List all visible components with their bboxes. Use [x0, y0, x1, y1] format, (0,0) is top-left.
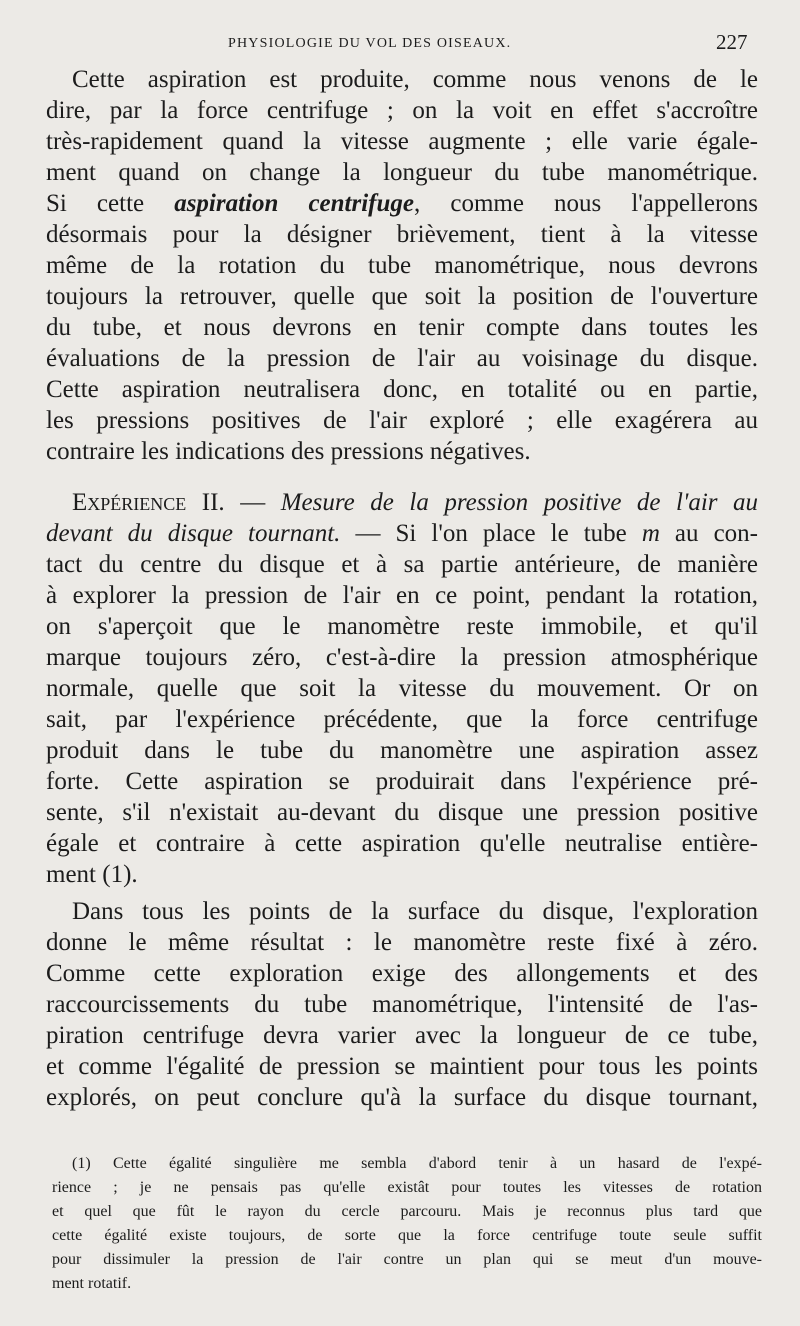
text-line: Cette aspiration est produite, comme nous venons de le — [72, 66, 758, 93]
text-line: Comme cette exploration exige des allongements et des — [46, 960, 758, 987]
text-line: produit dans le tube du manomètre une aspiration assez — [46, 737, 758, 764]
footnote-line: ment rotatif. — [52, 1275, 132, 1292]
footnote-line: (1) Cette égalité singulière me sembla d'abord tenir à un hasard de l'expé- — [72, 1155, 762, 1172]
text-run: , comme nous l'appellerons — [414, 190, 758, 217]
text-line: tact du centre du disque et à sa partie antérieure, de manière — [46, 551, 758, 578]
footnote-line: rience ; je ne pensais pas qu'elle existât pour toutes les vitesses de rotation — [52, 1179, 762, 1196]
text-line: égale et contraire à cette aspiration qu'elle neutralise entière- — [46, 830, 758, 857]
text-line: à explorer la pression de l'air en ce point, pendant la rotation, — [46, 582, 758, 609]
text-line: forte. Cette aspiration se produirait dans l'expérience pré- — [46, 768, 758, 795]
text-run: au con- — [659, 520, 758, 547]
text-run: — Si l'on place le tube — [340, 520, 642, 547]
experience-label: Expérience II. — [72, 489, 225, 516]
text-run: — — [224, 489, 281, 516]
page-number: 227 — [716, 30, 748, 54]
text-run: Si cette — [46, 190, 145, 217]
footnote — [52, 1152, 762, 1296]
text-line: dire, par la force centrifuge ; on la voit en effet s'accroître — [46, 97, 758, 124]
text-line: piration centrifuge devra varier avec la longueur de ce tube, — [46, 1022, 758, 1049]
paragraph-surface — [46, 896, 758, 1113]
text-line — [46, 487, 758, 518]
text-line: raccourcissements du tube manométrique, l'intensité de l'as- — [46, 991, 758, 1018]
paragraph-experience-2 — [46, 487, 758, 890]
text-line: les pressions positives de l'air exploré ; elle exagérera au — [46, 407, 758, 434]
text-line — [46, 188, 758, 219]
footnote-line: cette égalité existe toujours, de sorte que la force centrifuge toute seule suffit — [52, 1227, 762, 1244]
text-line: très-rapidement quand la vitesse augmente ; elle varie égale- — [46, 128, 758, 155]
experience-title: Mesure de la pression positive de l'air au — [280, 489, 759, 516]
text-line: et comme l'égalité de pression se maintient pour tous les points — [46, 1053, 758, 1080]
text-line: contraire les indications des pressions négatives. — [46, 438, 531, 465]
running-title: PHYSIOLOGIE DU VOL DES OISEAUX. — [228, 36, 512, 51]
text-line: du tube, et nous devrons en tenir compte dans toutes les — [46, 314, 758, 341]
text-line: ment (1). — [46, 861, 138, 888]
text-line: évaluations de la pression de l'air au voisinage du disque. — [46, 345, 758, 372]
text-line: marque toujours zéro, c'est-à-dire la pression atmosphérique — [46, 644, 758, 671]
text-line: on s'aperçoit que le manomètre reste immobile, et qu'il — [46, 613, 758, 640]
text-line: toujours la retrouver, quelle que soit la position de l'ouverture — [46, 283, 758, 310]
text-line: sente, s'il n'existait au-devant du disque une pression positive — [46, 799, 758, 826]
experience-title-cont: devant du disque tournant. — [46, 520, 341, 547]
variable-m: m — [641, 520, 660, 547]
italic-term: aspiration centrifuge — [174, 190, 415, 217]
text-line: explorés, on peut conclure qu'à la surface du disque tournant, — [46, 1084, 758, 1111]
text-line: donne le même résultat : le manomètre reste fixé à zéro. — [46, 929, 758, 956]
footnote-line: pour dissimuler la pression de l'air contre un plan qui se meut d'un mouve- — [52, 1251, 762, 1268]
text-line: Cette aspiration neutralisera donc, en totalité ou en partie, — [46, 376, 758, 403]
text-line: même de la rotation du tube manométrique, nous devrons — [46, 252, 758, 279]
text-line: Dans tous les points de la surface du disque, l'exploration — [72, 898, 758, 925]
footnote-line: et quel que fût le rayon du cercle parcouru. Mais je reconnus plus tard que — [52, 1203, 762, 1220]
text-line: normale, quelle que soit la vitesse du mouvement. Or on — [46, 675, 758, 702]
text-line: désormais pour la désigner brièvement, tient à la vitesse — [46, 221, 758, 248]
text-line: sait, par l'expérience précédente, que la force centrifuge — [46, 706, 758, 733]
text-line: ment quand on change la longueur du tube manométrique. — [46, 159, 758, 186]
text-line — [46, 518, 758, 549]
paragraph-aspiration — [46, 64, 758, 467]
main-text — [46, 64, 758, 1113]
running-head — [0, 30, 800, 58]
